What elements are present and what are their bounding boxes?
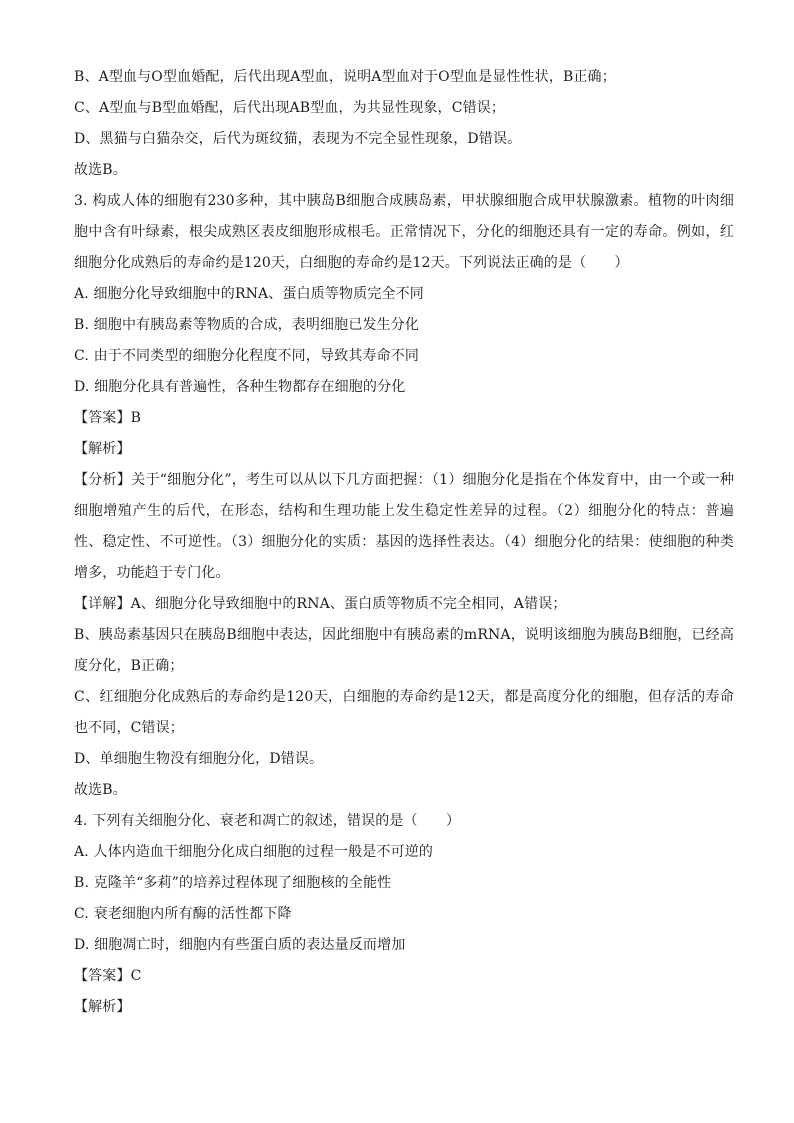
question-4-option-b: B. 克隆羊“多莉”的培养过程体现了细胞核的全能性: [74, 875, 392, 891]
question-3-answer: 【答案】B: [74, 410, 142, 426]
question-4-stem: 4. 下列有关细胞分化、衰老和凋亡的叙述，错误的是（ ）: [74, 813, 461, 829]
question-3-option-d: D. 细胞分化具有普遍性，各种生物都存在细胞的分化: [74, 379, 406, 395]
question-3-detail-d: D、单细胞生物没有细胞分化，D错误。: [74, 751, 324, 767]
question-3-option-c: C. 由于不同类型的细胞分化程度不同，导致其寿命不同: [74, 348, 420, 364]
prev-option-b-explanation: B、A型血与O型血婚配，后代出现A型血，说明A型血对于O型血是显性性状，B正确；: [74, 69, 616, 85]
question-4-option-c: C. 衰老细胞内所有酶的活性都下降: [74, 906, 292, 922]
question-4-answer: 【答案】C: [74, 968, 142, 984]
question-3-option-a: A. 细胞分化导致细胞中的RNA、蛋白质等物质完全不同: [74, 286, 424, 302]
question-3-conclusion: 故选B。: [74, 782, 127, 798]
question-3-detail-b: B、胰岛素基因只在胰岛B细胞中表达，因此细胞中有胰岛素的mRNA，说明该细胞为胰岛B细胞，已经高度分化，B正确；: [74, 627, 734, 674]
question-3-detail-c: C、红细胞分化成熟后的寿命约是120天，白细胞的寿命约是12天，都是高度分化的细胞，但存活的寿命也不同，C错误；: [74, 689, 734, 736]
question-4-jiexi-heading: 【解析】: [74, 999, 131, 1015]
question-3-detail-a: 【详解】A、细胞分化导致细胞中的RNA、蛋白质等物质不完全相同，A错误；: [74, 596, 567, 612]
question-3-analysis: 【分析】关于“细胞分化”，考生可以从以下几方面把握：（1）细胞分化是指在个体发育中，由一个或一种细胞增殖产生的后代，在形态，结构和生理功能上发生稳定性差异的过程。（2）细胞分化的特点：普遍性、稳定性、不可逆性。（3）细胞分化的实质：基因的选择性表达。（4）细胞分化的结果：使细胞的种类增多，功能趋于专门化。: [74, 472, 734, 581]
prev-option-d-explanation: D、黑猫与白猫杂交，后代为斑纹猫，表现为不完全显性现象，D错误。: [74, 131, 522, 147]
question-3-option-b: B. 细胞中有胰岛素等物质的合成，表明细胞已发生分化: [74, 317, 420, 333]
question-4-option-a: A. 人体内造血干细胞分化成白细胞的过程一般是不可逆的: [74, 844, 434, 860]
prev-option-c-explanation: C、A型血与B型血婚配，后代出现AB型血，为共显性现象，C错误；: [74, 100, 506, 116]
question-3-stem: 3. 构成人体的细胞有230多种，其中胰岛B细胞合成胰岛素，甲状腺细胞合成甲状腺激素。植物的叶肉细胞中含有叶绿素，根尖成熟区表皮细胞形成根毛。正常情况下，分化的细胞还具有一定的寿命。例如，红细胞分化成熟后的寿命约是120天，白细胞的寿命约是12天。下列说法正确的是（ ）: [74, 193, 734, 271]
question-3-jiexi-heading: 【解析】: [74, 441, 131, 457]
prev-conclusion: 故选B。: [74, 162, 127, 178]
question-4-option-d: D. 细胞凋亡时，细胞内有些蛋白质的表达量反而增加: [74, 937, 406, 953]
document-body: [74, 62, 734, 1023]
